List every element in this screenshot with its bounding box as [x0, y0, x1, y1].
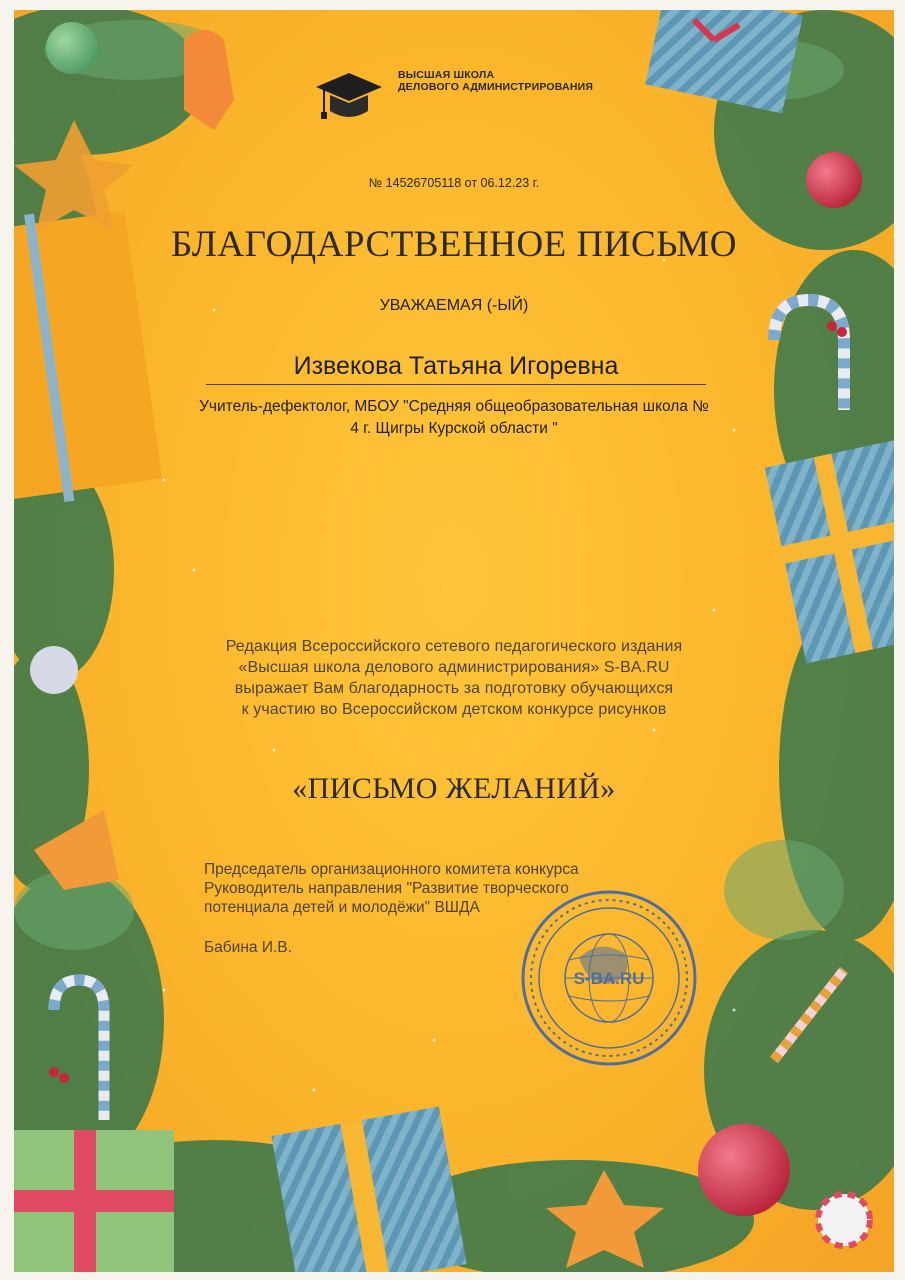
recipient-position: Учитель-дефектолог, МБОУ "Средняя общеобразовательная школа № 4 г. Щигры Курской области ": [199, 398, 709, 437]
gratitude-text: [144, 636, 764, 720]
organization-name-line2: ДЕЛОВОГО АДМИНИСТРИРОВАНИЯ: [398, 81, 594, 93]
certificate-sheet: [14, 10, 894, 1272]
graduation-cap-icon: [314, 69, 384, 125]
gratitude-line-2: «Высшая школа делового администрирования» S-BA.RU: [238, 659, 670, 676]
document-title: БЛАГОДАРСТВЕННОЕ ПИСЬМО: [170, 224, 738, 265]
signatory-line-1: Председатель организационного комитета конкурса: [204, 861, 579, 878]
signatory-line-3: потенциала детей и молодёжи" ВШДА: [204, 899, 480, 916]
salutation: УВАЖАЕМАЯ (-ЫЙ): [379, 297, 529, 314]
recipient-name: Извекова Татьяна Игоревна: [206, 352, 706, 385]
official-stamp: [519, 888, 699, 1068]
organization-name-line1: ВЫСШАЯ ШКОЛА: [398, 69, 495, 81]
organization-logo: [314, 65, 614, 135]
signatory-line-2: Руководитель направления "Развитие творческого: [204, 880, 569, 897]
organization-name: [398, 69, 618, 93]
gratitude-line-1: Редакция Всероссийского сетевого педагогического издания: [225, 638, 683, 655]
gratitude-line-3: выражает Вам благодарность за подготовку обучающихся: [234, 680, 674, 697]
stamp-center-text: S-BA.RU: [573, 969, 645, 988]
document-number: № 14526705118 от 06.12.23 г.: [368, 176, 540, 190]
gratitude-line-4: к участию во Всероссийском детском конкурсе рисунков: [241, 701, 667, 718]
contest-name: «ПИСЬМО ЖЕЛАНИЙ»: [292, 772, 616, 805]
signatory-name: Бабина И.В.: [204, 939, 292, 956]
